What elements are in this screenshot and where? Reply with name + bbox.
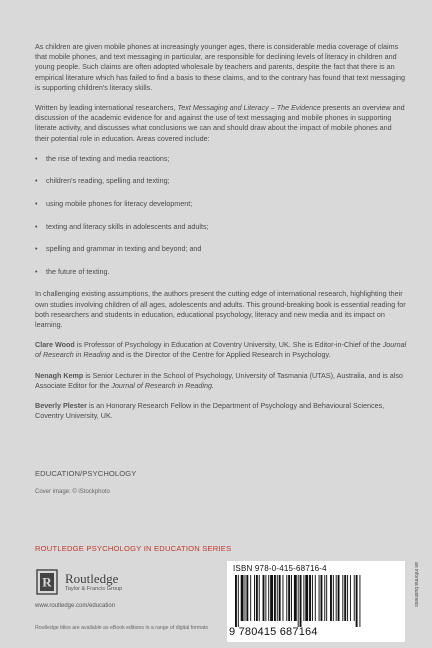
- isbn-barcode-panel: [227, 561, 405, 642]
- list-item: [35, 176, 407, 199]
- bullet-icon: •: [35, 221, 38, 231]
- overview-lead: Written by leading international researchers,: [35, 103, 178, 113]
- author-name: Beverly Plester: [35, 401, 87, 411]
- imprint-text: an informa business: [413, 562, 419, 607]
- imprint-note: [411, 562, 421, 642]
- overview-rest: presents an overview and discussion of the academic evidence for and against the use of text messaging and mobile phones in supporting literate activity, and discusses what conclusions we can and should draw about the impact of mobile phones and their potential role in education. Areas covered include:: [35, 103, 405, 143]
- publisher-logo: [35, 569, 185, 599]
- book-title: Text Messaging and Literacy – The Evidence: [177, 103, 321, 113]
- publisher-url: www.routledge.com/education: [35, 603, 116, 609]
- bullet-icon: •: [35, 244, 38, 254]
- ebook-note: Routledge titles are available as eBook editions in a range of digital formats: [35, 625, 209, 631]
- routledge-logo-icon: [35, 569, 59, 595]
- list-item-text: the rise of texting and media reactions;: [46, 153, 170, 163]
- barcode-icon: [233, 575, 399, 627]
- publisher-name: Routledge: [65, 571, 119, 586]
- bullet-icon: •: [35, 176, 38, 186]
- barcode-digits: 9 780415 687164: [229, 626, 318, 638]
- author-bio: [35, 401, 407, 421]
- isbn-label: ISBN 978-0-415-68716-4: [233, 564, 327, 573]
- bullet-icon: •: [35, 199, 38, 209]
- journal-title: Journal of Research in Reading: [35, 340, 407, 360]
- intro-paragraph: As children are given mobile phones at increasingly younger ages, there is considerable media coverage of claims that mobile phones, and text messaging in particular, are responsible for declining levels of literacy in children and young people. Such claims are often adopted wholesale by teachers and parents, despite the fact that there is an empirical literature which has failed to find a basis to these claims, and to the contrary has found that text messaging is supporting children's literacy skills.: [35, 42, 405, 92]
- publisher-group: Taylor & Francis Group: [65, 586, 123, 592]
- list-item: [35, 222, 407, 245]
- list-item-text: texting and literacy skills in adolescents and adults;: [46, 221, 209, 231]
- author-bio-text: and is the Director of the Centre for Applied Research in Psychology.: [110, 350, 331, 360]
- author-bio-text: is Professor of Psychology in Education at Coventry University, UK. She is Editor-in-Chief of the: [74, 340, 383, 350]
- bullet-icon: •: [35, 266, 38, 276]
- author-bio: [35, 371, 407, 391]
- list-item-text: using mobile phones for literacy development;: [46, 199, 193, 209]
- list-item: [35, 244, 407, 267]
- author-name: Nenagh Kemp: [35, 370, 84, 380]
- journal-title: Journal of Research in Reading.: [111, 380, 214, 390]
- blurb: [35, 42, 407, 431]
- bullet-icon: •: [35, 153, 38, 163]
- list-item: [35, 154, 407, 177]
- cover-credit: Cover image: © iStockphoto: [35, 489, 110, 495]
- logo-letter: R: [42, 574, 52, 590]
- conclusion-paragraph: In challenging existing assumptions, the authors present the cutting edge of international research, highlighting their own studies involving children of all ages, adolescents and adults. This ground-breaking book is essential reading for both researchers and students in education, educational psychology, literacy and new media and its impact on learning.: [35, 289, 406, 329]
- areas-list: [35, 154, 407, 290]
- overview-paragraph: [35, 103, 407, 144]
- list-item: [35, 267, 407, 290]
- list-item-text: spelling and grammar in texting and beyond; and: [46, 244, 202, 254]
- list-item: [35, 199, 407, 222]
- list-item-text: children's reading, spelling and texting;: [46, 176, 170, 186]
- author-name: Clare Wood: [35, 340, 75, 350]
- author-bio: [35, 340, 407, 360]
- list-item-text: the future of texting.: [46, 266, 110, 276]
- series-title: ROUTLEDGE PSYCHOLOGY IN EDUCATION SERIES: [35, 544, 232, 553]
- author-bio-text: is an Honorary Research Fellow in the Department of Psychology and Behavioural Sciences, Coventry University, UK.: [35, 401, 385, 421]
- subject-category: EDUCATION/PSYCHOLOGY: [35, 469, 137, 478]
- author-bio-text: is Senior Lecturer in the School of Psychology, University of Tasmania (UTAS), Australia, and is also Associate Editor for the: [35, 370, 403, 390]
